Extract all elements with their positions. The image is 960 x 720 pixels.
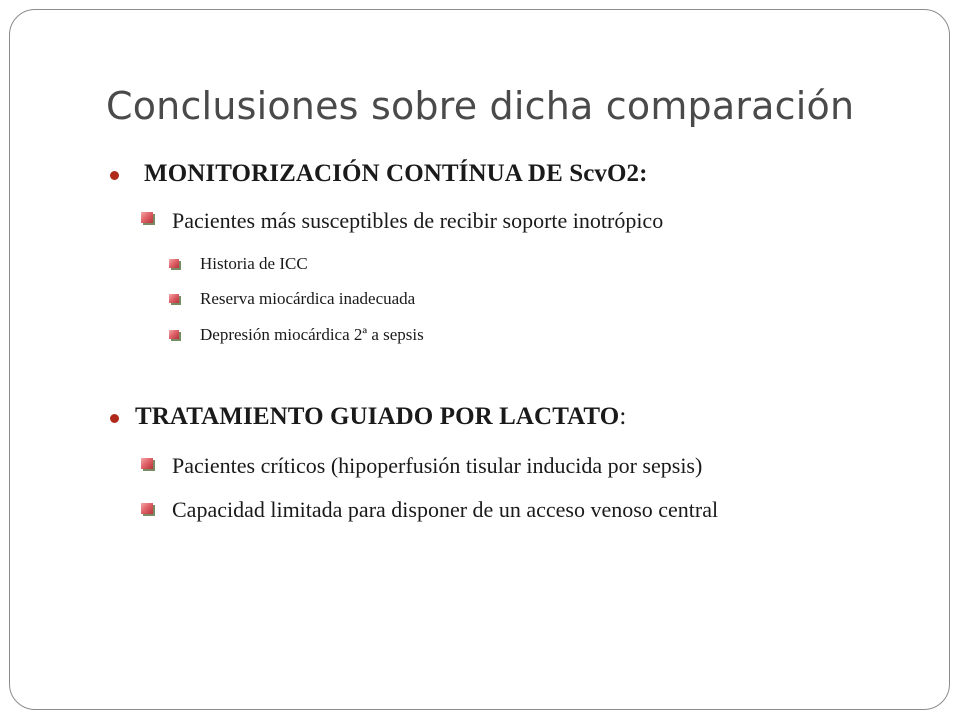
square-bullet-icon	[169, 294, 179, 303]
square-bullet-icon	[141, 503, 153, 514]
square-bullet-icon	[141, 212, 153, 223]
section2-item: Capacidad limitada para disponer de un acceso venoso central	[172, 497, 719, 522]
section1-subitem: Depresión miocárdica 2ª a sepsis	[200, 325, 424, 344]
circle-bullet-icon	[110, 414, 119, 423]
section1-item: Pacientes más susceptibles de recibir soporte inotrópico	[172, 208, 664, 233]
square-bullet-icon	[169, 330, 179, 339]
circle-bullet-icon	[110, 171, 119, 180]
section1-subitem: Reserva miocárdica inadecuada	[200, 289, 416, 308]
section2-heading-text: TRATAMIENTO GUIADO POR LACTATO	[135, 403, 620, 430]
section2-item: Pacientes críticos (hipoperfusión tisular inducida por sepsis)	[172, 453, 703, 478]
square-bullet-icon	[169, 259, 179, 268]
section2-heading	[135, 403, 626, 431]
square-bullet-icon	[141, 458, 153, 469]
section1-heading: MONITORIZACIÓN CONTÍNUA DE ScvO2:	[144, 160, 648, 187]
section2-heading-colon: :	[619, 403, 627, 430]
section1-subitem: Historia de ICC	[200, 254, 308, 273]
slide-title: Conclusiones sobre dicha comparación	[106, 84, 855, 128]
